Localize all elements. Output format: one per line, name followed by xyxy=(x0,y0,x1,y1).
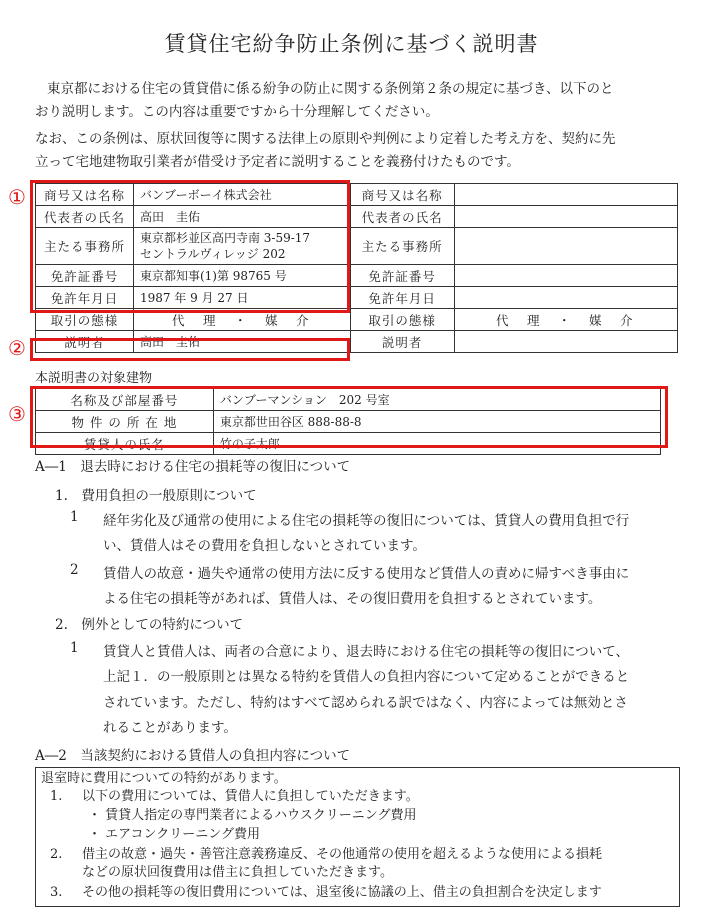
value-name-right xyxy=(454,184,677,206)
box-item1-num: 1. xyxy=(50,789,63,804)
label-rep-right: 代表者の氏名 xyxy=(350,206,454,228)
label-name-right: 商号又は名称 xyxy=(350,184,454,206)
value-license-date: 1987 年 9 月 27 日 xyxy=(133,287,350,309)
a1-item1-line2: い、賃借人はその費用を負担しないとされています。 xyxy=(103,538,426,554)
a1-item3-num: 1 xyxy=(70,640,79,656)
a1-sub2: 2. 例外としての特約について xyxy=(55,617,244,633)
label-explainer: 説明者 xyxy=(36,331,134,353)
section-a1-heading: A―1 退去時における住宅の損耗等の復旧について xyxy=(35,459,351,475)
value-mode: 代 理 ・ 媒 介 xyxy=(133,309,350,331)
a1-item1-line1: 経年劣化及び通常の使用による住宅の損耗等の復旧については、賃貸人の費用負担で行 xyxy=(103,513,630,529)
box-item2-line1: 借主の故意・過失・善管注意義務違反、その他通常の使用を超えるような使用による損耗 xyxy=(82,847,603,862)
value-license-date-right xyxy=(454,287,677,309)
a1-item3-line1: 賃貸人と賃借人は、両者の合意により、退去時における住宅の損耗等の復旧について、 xyxy=(103,644,629,660)
box-intro: 退室時に費用についての特約があります。 xyxy=(41,771,287,786)
a1-item2-line2: よる住宅の損耗等があれば、賃借人は、その復旧費用を負担するとされています。 xyxy=(103,591,602,607)
box-bullet-2: ・ エアコンクリーニング費用 xyxy=(88,827,260,842)
a1-item2-line1: 賃借人の故意・過失や通常の使用方法に反する使用など賃借人の責めに帰すべき事由に xyxy=(103,566,630,582)
label-landlord: 賃貸人の氏名 xyxy=(36,433,214,455)
marker-3: ③ xyxy=(8,402,26,426)
label-license: 免許証番号 xyxy=(36,265,134,287)
value-license: 東京都知事(1)第 98765 号 xyxy=(133,265,350,287)
value-office-line1: 東京都杉並区高円寺南 3-59-17 xyxy=(139,231,311,245)
marker-1: ① xyxy=(8,185,26,209)
box-item3-num: 3. xyxy=(50,885,63,900)
marker-2: ② xyxy=(8,336,26,360)
a1-item3-line2: 上記１．の一般原則とは異なる特約を賃借人の負担内容について定めることができると xyxy=(103,669,630,685)
highlight-box-1 xyxy=(30,180,350,313)
highlight-box-3 xyxy=(30,386,668,448)
value-rep-right xyxy=(454,206,677,228)
box-bullet-1: ・ 賃貸人指定の専門業者によるハウスクリーニング費用 xyxy=(88,808,417,823)
value-explainer: 高田 圭佑 xyxy=(133,331,350,353)
a1-item3-line3: されています。ただし、特約はすべて認められる訳ではなく、内容によっては無効とさ xyxy=(103,695,628,711)
box-item1-text: 以下の費用については、賃借人に負担していただきます。 xyxy=(82,789,419,804)
page-title: 賃貸住宅紛争防止条例に基づく説明書 xyxy=(164,32,539,56)
intro-line-4: 立って宅地建物取引業者が借受け予定者に説明することを義務付けたものです。 xyxy=(35,154,520,170)
a1-item1-num: 1 xyxy=(70,509,79,525)
property-heading: 本説明書の対象建物 xyxy=(35,371,153,386)
value-explainer-right xyxy=(454,331,677,353)
box-item2-num: 2. xyxy=(50,847,63,862)
label-office: 主たる事務所 xyxy=(36,228,134,265)
value-landlord: 竹の子太郎 xyxy=(213,433,660,455)
label-location: 物 件 の 所 在 地 xyxy=(36,411,214,433)
a1-item3-line4: れることがあります。 xyxy=(103,720,237,736)
label-license-date: 免許年月日 xyxy=(36,287,134,309)
box-item3-text: その他の損耗等の復旧費用については、退室後に協議の上、借主の負担割合を決定します xyxy=(82,885,602,900)
label-mode-right: 取引の態様 xyxy=(350,309,454,331)
value-office-right xyxy=(454,228,677,265)
label-license-right: 免許証番号 xyxy=(350,265,454,287)
value-license-right xyxy=(454,265,677,287)
value-mode-right: 代 理 ・ 媒 介 xyxy=(454,309,677,331)
value-building-name: バンブーマンション 202 号室 xyxy=(213,389,660,411)
label-license-date-right: 免許年月日 xyxy=(350,287,454,309)
a1-sub1: 1. 費用負担の一般原則について xyxy=(55,488,257,504)
label-building-name: 名称及び部屋番号 xyxy=(36,389,214,411)
a1-item2-num: 2 xyxy=(70,562,79,578)
label-explainer-right: 説明者 xyxy=(350,331,454,353)
section-a2-heading: A―2 当該契約における賃借人の負担内容について xyxy=(35,748,351,764)
value-name: バンブーボーイ株式会社 xyxy=(133,184,350,206)
intro-line-1: 東京都における住宅の賃貸借に係る紛争の防止に関する条例第２条の規定に基づき、以下のと xyxy=(47,81,614,97)
label-rep: 代表者の氏名 xyxy=(36,206,134,228)
label-name: 商号又は名称 xyxy=(36,184,134,206)
intro-line-2: おり説明します。この内容は重要ですから十分理解してください。 xyxy=(35,104,439,120)
value-office-line2: セントラルヴィレッジ 202 xyxy=(139,247,286,261)
special-terms-box xyxy=(35,767,680,907)
highlight-box-2 xyxy=(30,338,350,361)
value-rep: 高田 圭佑 xyxy=(133,206,350,228)
label-mode: 取引の態様 xyxy=(36,309,134,331)
value-location: 東京都世田谷区 888-88-8 xyxy=(213,411,660,433)
label-office-right: 主たる事務所 xyxy=(350,228,454,265)
box-item2-line2: などの原状回復費用は借主に負担していただきます。 xyxy=(82,865,393,880)
intro-line-3: なお、この条例は、原状回復等に関する法律上の原則や判例により定着した考え方を、契約に先 xyxy=(35,131,616,147)
